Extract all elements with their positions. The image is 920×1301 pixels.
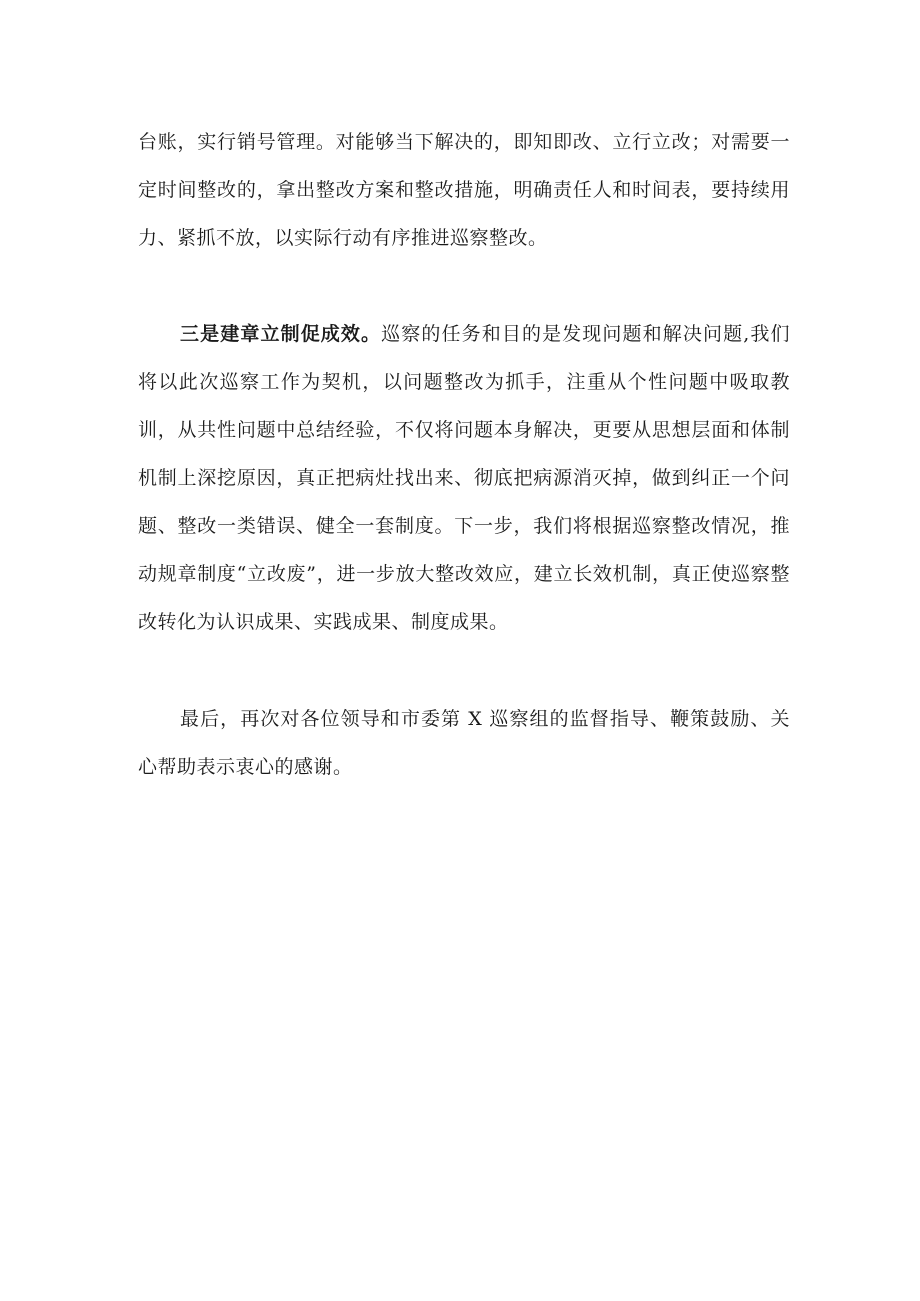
- paragraph-closing-thanks: 最后，再次对各位领导和市委第 X 巡察组的监督指导、鞭策鼓励、关心帮助表示衷心的感谢。: [138, 708, 790, 778]
- paragraph-heading: 三是建章立制促成效。: [180, 323, 382, 345]
- paragraph-ledger-management: 台账，实行销号管理。对能够当下解决的，即知即改、立行立改；对需要一定时间整改的，拿出整改方案和整改措施，明确责任人和时间表，要持续用力、紧抓不放，以实际行动有序推进巡察整改。: [138, 131, 790, 249]
- paragraph-institution-building: [138, 310, 790, 646]
- paragraph-body: 巡察的任务和目的是发现问题和解决问题,我们将以此次巡察工作为契机，以问题整改为抓手，注重从个性问题中吸取教训，从共性问题中总结经验，不仅将问题本身解决，更要从思想层面和体制机制上深挖原因，真正把病灶找出来、彻底把病源消灭掉，做到纠正一个问题、整改一类错误、健全一套制度。下一步，我们将根据巡察整改情况，推动规章制度“立改废”，进一步放大整改效应，建立长效机制，真正使巡察整改转化为认识成果、实践成果、制度成果。: [138, 323, 790, 633]
